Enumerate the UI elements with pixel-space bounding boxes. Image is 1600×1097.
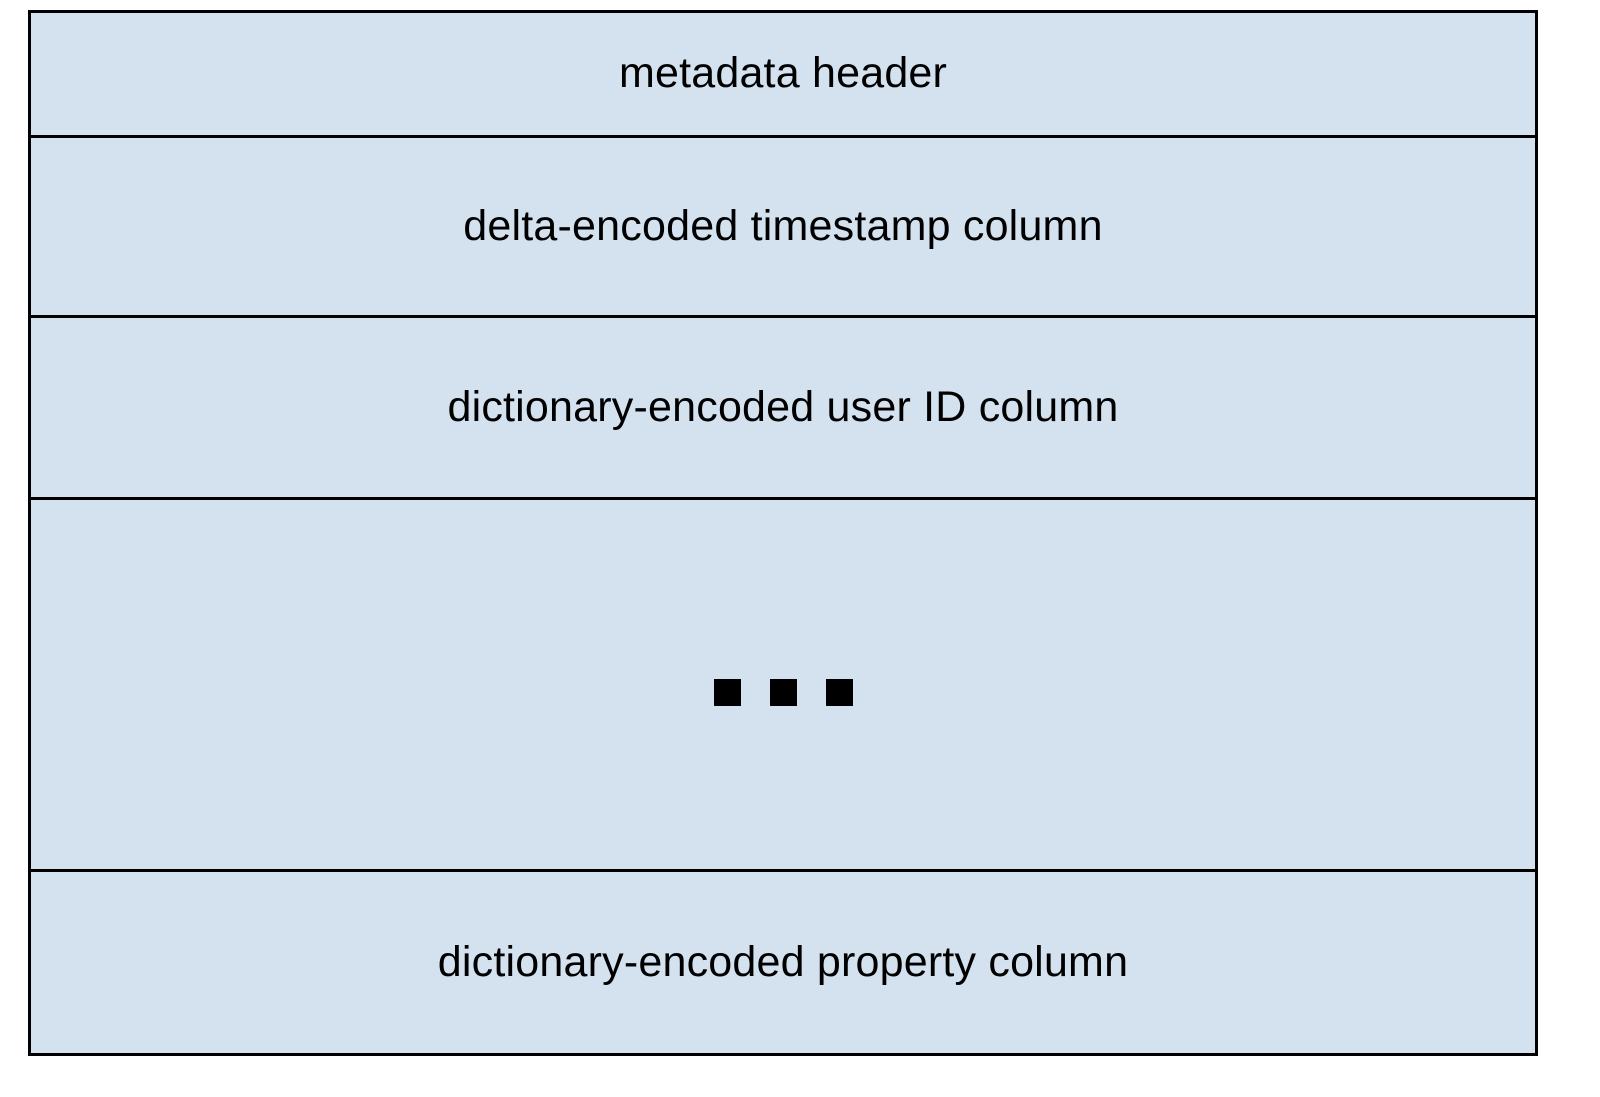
band-user-id-column-label: dictionary-encoded user ID column	[447, 382, 1119, 431]
ellipsis-dot	[770, 679, 797, 706]
ellipsis-dot	[826, 679, 853, 706]
band-metadata-header-label: metadata header	[618, 49, 948, 98]
band-user-id-column	[31, 318, 1535, 500]
band-ellipsis	[31, 500, 1535, 872]
band-property-column-label: dictionary-encoded property column	[437, 937, 1129, 986]
ellipsis-dot	[714, 679, 741, 706]
band-metadata-header	[31, 13, 1535, 138]
band-timestamp-column-label: delta-encoded timestamp column	[463, 201, 1103, 250]
band-timestamp-column	[31, 138, 1535, 318]
band-property-column	[31, 872, 1535, 1053]
ellipsis-icon	[714, 679, 853, 706]
columnar-segment-diagram	[28, 10, 1538, 1056]
